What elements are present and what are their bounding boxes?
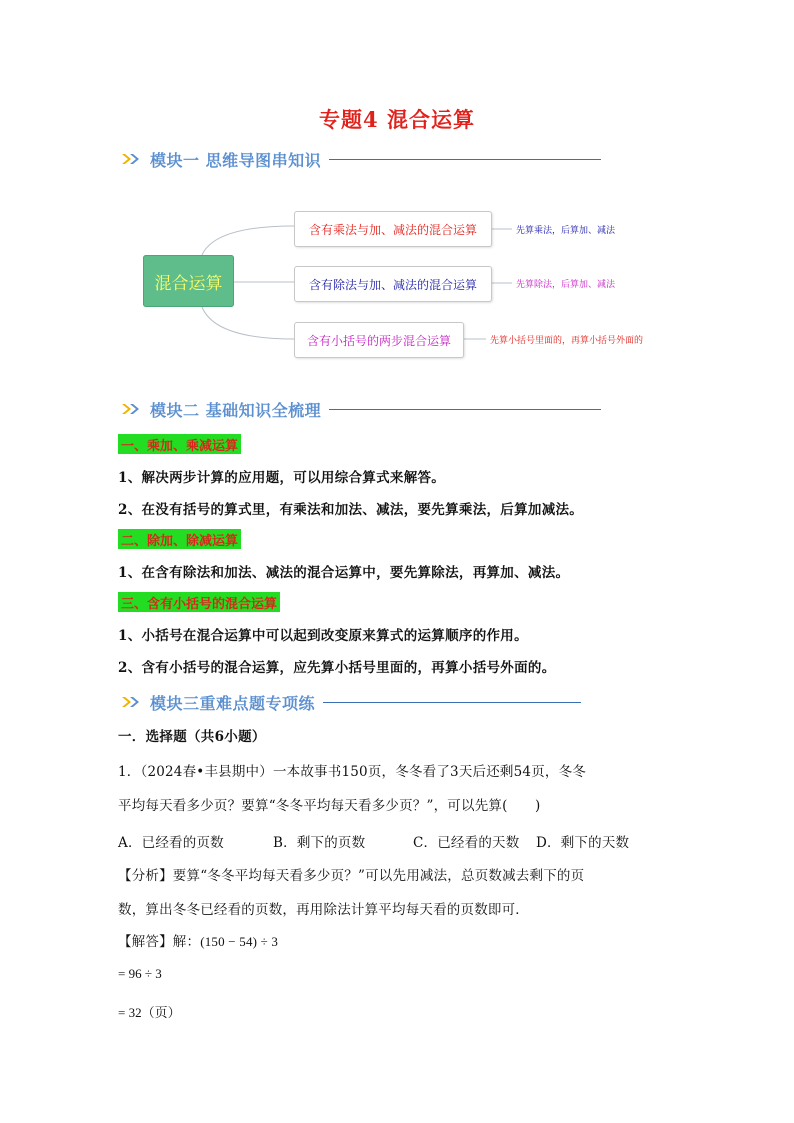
- module-divider: [323, 702, 581, 703]
- module-title: 模块一 思维导图串知识: [150, 150, 322, 170]
- mindmap-branch-3: [294, 322, 464, 358]
- question-text: 1．（2024春•丰县期中）一本故事书150页，冬冬看了3天后还剩54页，冬冬: [118, 764, 586, 780]
- knowledge-item: 2、含有小括号的混合运算，应先算小括号里面的，再算小括号外面的。: [118, 660, 556, 676]
- mindmap-branch-note: 先算小括号里面的，再算小括号外面的: [490, 336, 644, 346]
- section-heading: 三、含有小括号的混合运算: [118, 592, 280, 612]
- knowledge-item: 1、解决两步计算的应用题，可以用综合算式来解答。: [118, 470, 446, 486]
- exercise-heading: 一．选择题（共6小题）: [118, 729, 266, 745]
- solution-expression: (150 − 54) ÷ 3: [200, 934, 279, 949]
- mindmap-branch-label: 含有除法与加、减法的混合运算: [308, 277, 477, 292]
- analysis-text: 数，算出冬冬已经看的页数，再用除法计算平均每天看的页数即可．: [118, 902, 529, 918]
- mindmap-center-node: 混合运算: [143, 255, 234, 307]
- solution-step: = 96 ÷ 3: [118, 966, 162, 981]
- section-heading: 二、除加、除减运算: [118, 529, 241, 549]
- page-title: 专题4 混合运算: [319, 107, 475, 132]
- option-b: B．剩下的页数: [273, 835, 366, 851]
- option-a: A．已经看的页数: [118, 835, 224, 851]
- mindmap-branch-1: [294, 211, 492, 247]
- module-title: 模块三重难点题专项练: [150, 693, 316, 713]
- mindmap-branch-note: 先算乘法，后算加、减法: [516, 226, 616, 236]
- section-heading: 一、乘加、乘减运算: [118, 434, 241, 454]
- mindmap-branch-label: 含有乘法与加、减法的混合运算: [308, 222, 477, 237]
- double-chevron-icon: [122, 402, 144, 416]
- analysis-text: 【分析】要算“冬冬平均每天看多少页？”可以先用减法，总页数减去剩下的页: [118, 868, 585, 884]
- solution-label: 【解答】解：: [118, 934, 201, 950]
- solution-step: = 32（页）: [118, 1005, 181, 1020]
- mindmap-branch-2: [294, 266, 492, 302]
- knowledge-item: 2、在没有括号的算式里，有乘法和加法、减法，要先算乘法，后算加减法。: [118, 502, 584, 518]
- knowledge-item: 1、小括号在混合运算中可以起到改变原来算式的运算顺序的作用。: [118, 628, 528, 644]
- question-text: 平均每天看多少页？要算“冬冬平均每天看多少页？”，可以先算( ): [118, 798, 541, 814]
- option-c: C．已经看的天数: [413, 835, 520, 851]
- knowledge-item: 1、在含有除法和加法、减法的混合运算中，要先算除法，再算加、减法。: [118, 565, 570, 581]
- option-d: D．剩下的天数: [536, 835, 630, 851]
- module-header-2: [122, 397, 601, 421]
- module-divider: [329, 409, 601, 410]
- double-chevron-icon: [122, 695, 144, 709]
- mindmap-branch-note: 先算除法，后算加、减法: [516, 280, 616, 290]
- solution-line: [118, 930, 278, 950]
- module-title: 模块二 基础知识全梳理: [150, 400, 322, 420]
- mindmap-branch-label: 含有小括号的两步混合运算: [306, 333, 451, 348]
- module-header-3: [122, 690, 581, 714]
